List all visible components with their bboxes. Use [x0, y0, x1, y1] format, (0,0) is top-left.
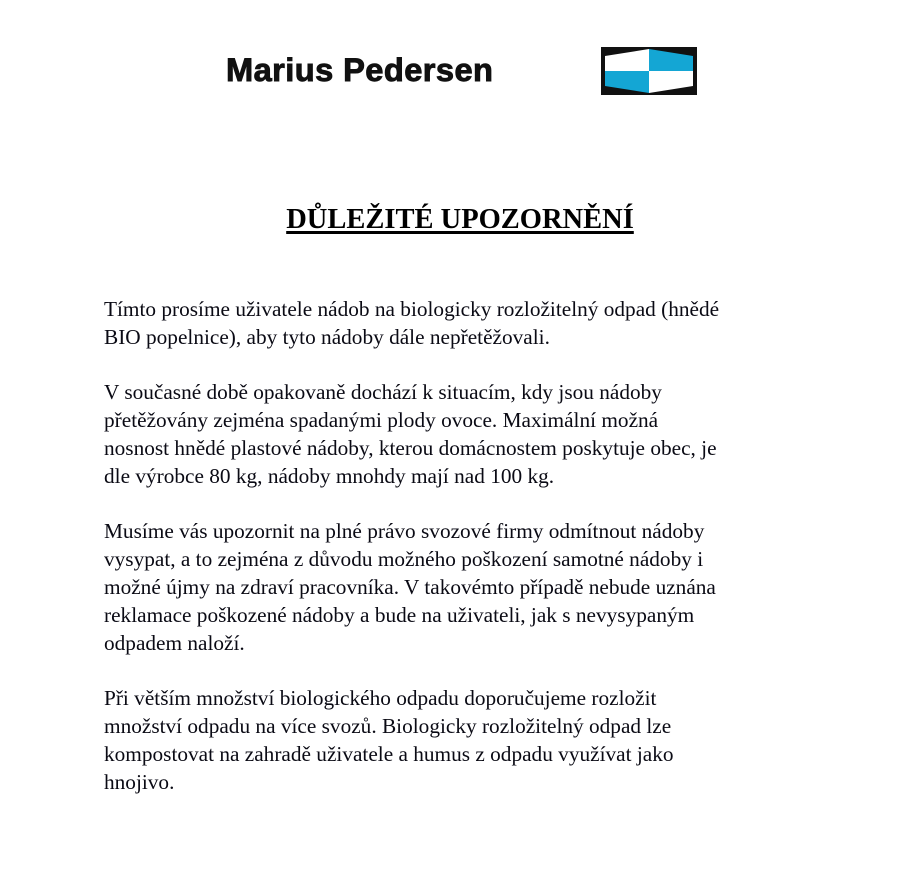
text-line: Musíme vás upozornit na plné právo svozové firmy odmítnout nádoby: [104, 519, 705, 544]
notice-title: [0, 200, 900, 240]
text-line: kompostovat na zahradě uživatele a humus z odpadu využívat jako: [104, 741, 674, 766]
paragraph-situation: [104, 379, 884, 490]
text-line: vysypat, a to zejména z důvodu možného poškození samotné nádoby i: [104, 547, 704, 572]
paragraph-request: [104, 296, 884, 352]
text-line: Při větším množství biologického odpadu doporučujeme rozložit: [104, 686, 657, 711]
paragraph-warning: [104, 518, 884, 657]
text-line: V současné době opakovaně dochází k situacím, kdy jsou nádoby: [104, 380, 662, 405]
text-line: dle výrobce 80 kg, nádoby mnohdy mají nad 100 kg.: [104, 463, 555, 488]
text-line: Tímto prosíme uživatele nádob na biologicky rozložitelný odpad (hnědé: [104, 297, 720, 321]
text-line: nosnost hnědé plastové nádoby, kterou domácnostem poskytuje obec, je: [104, 435, 717, 460]
notice-body: [104, 296, 884, 824]
paragraph-recommendation: [104, 685, 884, 796]
notice-title-text: DŮLEŽITÉ UPOZORNĚNÍ: [286, 204, 634, 235]
text-line: možné újmy na zdraví pracovníka. V takovémto případě nebude uznána: [104, 574, 716, 599]
brand-name: Marius Pedersen: [226, 52, 494, 88]
text-line: odpadem naloží.: [104, 630, 245, 655]
text-line: reklamace poškozené nádoby a bude na uživateli, jak s nevysypaným: [104, 602, 695, 627]
text-line: BIO popelnice), aby tyto nádoby dále nepřetěžovali.: [104, 324, 550, 349]
text-line: přetěžovány zejména spadanými plody ovoce. Maximální možná: [104, 408, 659, 433]
company-logo-icon: [601, 47, 697, 95]
text-line: množství odpadu na více svozů. Biologicky rozložitelný odpad lze: [104, 713, 672, 738]
text-line: hnojivo.: [104, 769, 175, 794]
